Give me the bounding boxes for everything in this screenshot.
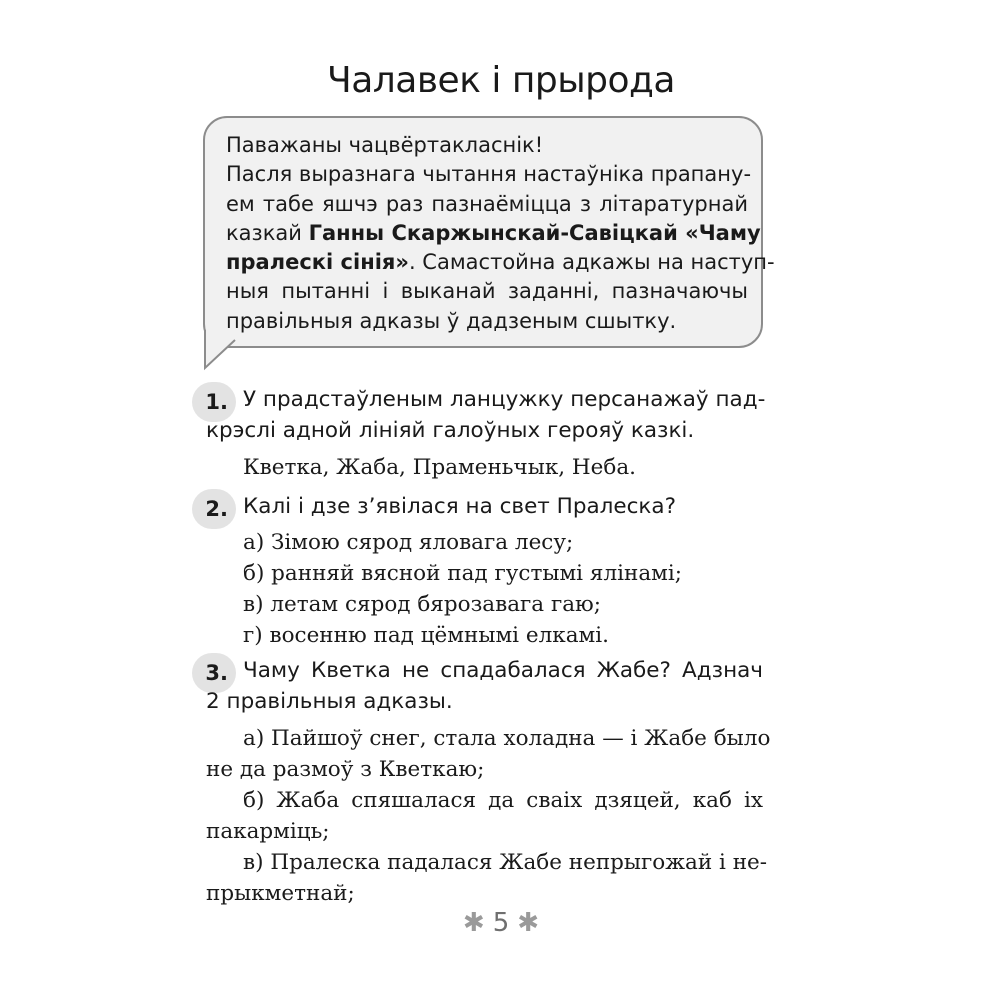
question-number-2: 2.	[192, 489, 236, 529]
intro-line: казкай Ганны Скаржынскай-Савіцкай «Чаму	[226, 220, 761, 245]
intro-line: ем табе яшчэ раз пазнаёміцца з літаратурнай	[226, 191, 748, 216]
intro-line: правільныя адказы ў дадзеным сшытку.	[226, 308, 677, 333]
question-2-text	[243, 491, 763, 522]
question-number-1: 1.	[192, 382, 236, 422]
intro-greeting: Паважаны чацвёртакласнік!	[226, 133, 544, 157]
option-item: а) Зімою сярод яловага лесу;	[243, 530, 574, 555]
question-1-text	[243, 384, 766, 415]
page-number: 5	[492, 908, 510, 938]
star-icon: ✱	[462, 908, 485, 938]
answer-b	[243, 785, 763, 816]
speech-bubble-tail-icon	[193, 330, 243, 375]
answer-b-cont	[206, 816, 763, 847]
question-1-text-cont	[206, 415, 763, 446]
answer-line: а) Пайшоў снег, стала холадна — і Жабе было	[243, 726, 771, 751]
question-3-text	[243, 655, 763, 686]
intro-line: пралескі сінія». Самастойна адкажы на наступ-	[226, 250, 775, 275]
question-line: крэслі адной лініяй галоўных герояў казкі.	[206, 418, 695, 443]
answer-a	[243, 723, 771, 754]
book-title: пралескі сінія»	[226, 250, 409, 275]
intro-line: ныя пытанні і выканай заданні, пазначаючы	[226, 279, 748, 304]
question-line: 2 правільныя адказы.	[206, 689, 453, 714]
option-item: в) летам сярод бярозавага гаю;	[243, 592, 602, 617]
intro-line: Пасля выразнага чытання настаўніка прапану-	[226, 162, 752, 187]
answer-line: в) Пралеска падалася Жабе непрыгожай і не-	[243, 850, 768, 875]
page-footer	[0, 908, 1002, 938]
option-item: г) восенню пад цёмнымі елкамі.	[243, 623, 609, 648]
answer-c-cont	[206, 878, 763, 909]
answer-line: прыкметнай;	[206, 881, 355, 906]
question-3-text-cont	[206, 686, 763, 717]
question-line: Чаму Кветка не спадабалася Жабе? Адзнач	[243, 658, 763, 683]
answer-line: пакарміць;	[206, 819, 330, 844]
question-number-3: 3.	[192, 653, 236, 693]
option-item: б) ранняй вясной пад густымі ялінамі;	[243, 561, 682, 586]
answer-c	[243, 847, 768, 878]
answer-line: б) Жаба спяшалася да сваіх дзяцей, каб іх	[243, 788, 763, 813]
character-chain: Кветка, Жаба, Праменьчык, Неба.	[243, 455, 637, 480]
intro-text	[226, 131, 775, 336]
question-line: У прадстаўленым ланцужку персанажаў пад-	[243, 387, 766, 412]
book-author-title: Ганны Скаржынскай-Савіцкай «Чаму	[308, 220, 761, 245]
answer-line: не да размоў з Кветкаю;	[206, 757, 485, 782]
question-line: Калі і дзе з’явілася на свет Пралеска?	[243, 494, 677, 519]
answer-a-cont	[206, 754, 763, 785]
page-title: Чалавек і прырода	[327, 60, 675, 101]
star-icon: ✱	[517, 908, 540, 938]
question-2-options	[243, 527, 763, 651]
